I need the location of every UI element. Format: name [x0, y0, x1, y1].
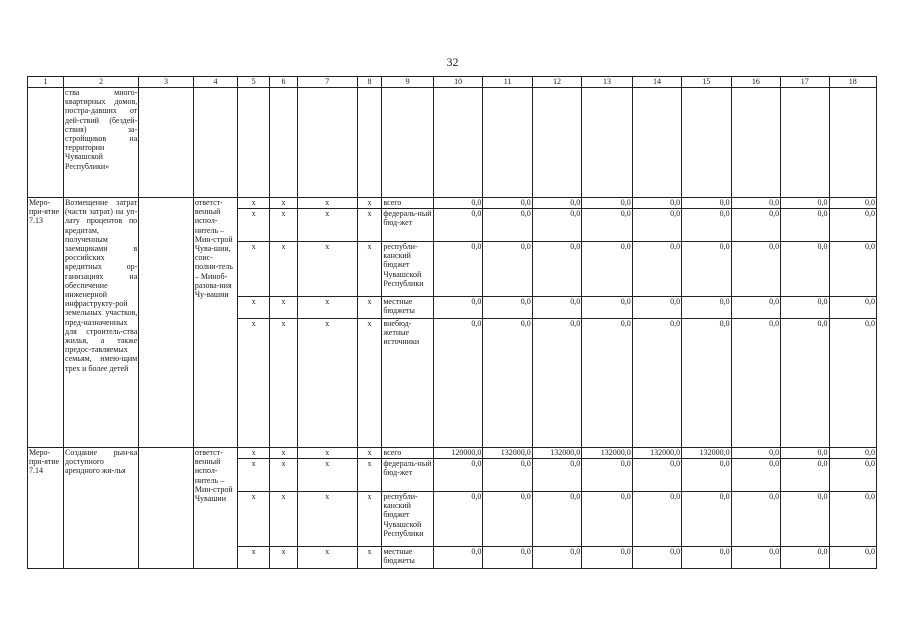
code-x-cell: x	[238, 242, 270, 297]
funding-value: 132000,0	[483, 448, 532, 459]
code-x-cell: x	[270, 547, 298, 569]
funding-value: 0,0	[632, 492, 681, 547]
code-x-cell: x	[297, 459, 357, 492]
continued-activity-text: ства много-квартирных домов, постра-давших от дей-ствий (бездей-ствия) за-стройщиков на территории Чувашской Республики»	[64, 88, 139, 198]
code-x-cell: x	[297, 242, 357, 297]
funding-value: 0,0	[682, 242, 731, 297]
funding-value: 0,0	[433, 547, 482, 569]
code-x-cell: x	[238, 492, 270, 547]
code-x-cell: x	[270, 297, 298, 319]
empty-cell	[433, 88, 482, 198]
column-number: 16	[731, 77, 780, 88]
funding-value: 0,0	[582, 547, 632, 569]
code-x-cell: x	[297, 448, 357, 459]
code-x-cell: x	[357, 242, 382, 297]
column-number: 4	[193, 77, 237, 88]
funding-value: 0,0	[632, 547, 681, 569]
funding-value: 0,0	[781, 319, 829, 448]
funding-value: 0,0	[483, 319, 532, 448]
code-x-cell: x	[297, 198, 357, 209]
funding-value: 132000,0	[632, 448, 681, 459]
empty-cell	[632, 88, 681, 198]
funding-value: 132000,0	[532, 448, 581, 459]
responsible-executor: ответст-венный испол-нитель – Мин-строй Чува-шии, соис-полни-тель – Миноб-разова-ния Чу-вашии	[193, 198, 237, 448]
empty-cell	[682, 88, 731, 198]
funding-value: 0,0	[781, 242, 829, 297]
column-number: 7	[297, 77, 357, 88]
code-x-cell: x	[238, 459, 270, 492]
funding-value: 0,0	[532, 297, 581, 319]
column-number: 17	[781, 77, 829, 88]
funding-value: 0,0	[829, 198, 877, 209]
activity-name: Возмещение затрат (части затрат) на уп-лату процентов по кредитам, полученным заемщиками в российских кредитных ор-ганизациях на обеспечение инженерной инфраструкту-рой земельных участков, пред-назначенных для строитель-ства жилья, а также предос-тавляемых семьям, имею-щим трех и более детей	[64, 198, 139, 448]
funding-value: 0,0	[433, 198, 482, 209]
empty-cell	[193, 88, 237, 198]
funding-value: 0,0	[483, 209, 532, 242]
code-x-cell: x	[270, 319, 298, 448]
funding-value: 0,0	[483, 547, 532, 569]
funding-value: 0,0	[632, 242, 681, 297]
funding-source: федераль-ный бюд-жет	[382, 209, 434, 242]
column-number: 5	[238, 77, 270, 88]
code-x-cell: x	[357, 198, 382, 209]
funding-value: 0,0	[632, 319, 681, 448]
funding-value: 0,0	[483, 492, 532, 547]
empty-cell	[238, 88, 270, 198]
code-x-cell: x	[357, 448, 382, 459]
funding-value: 0,0	[582, 459, 632, 492]
column-number: 9	[382, 77, 434, 88]
funding-value: 0,0	[731, 319, 780, 448]
funding-value: 0,0	[781, 297, 829, 319]
funding-value: 0,0	[781, 198, 829, 209]
column-number: 12	[532, 77, 581, 88]
funding-value: 0,0	[632, 297, 681, 319]
activity-id: Меро-при-ятие 7.14	[28, 448, 64, 569]
funding-value: 0,0	[582, 319, 632, 448]
funding-value: 0,0	[829, 547, 877, 569]
activity-col3	[139, 448, 194, 569]
column-number: 1	[28, 77, 64, 88]
funding-value: 0,0	[682, 319, 731, 448]
code-x-cell: x	[238, 547, 270, 569]
empty-cell	[139, 88, 194, 198]
funding-value: 0,0	[781, 459, 829, 492]
code-x-cell: x	[270, 209, 298, 242]
column-number: 18	[829, 77, 877, 88]
funding-source: республи-канский бюджет Чувашской Республики	[382, 492, 434, 547]
funding-value: 0,0	[682, 297, 731, 319]
column-number: 13	[582, 77, 632, 88]
funding-value: 0,0	[632, 198, 681, 209]
empty-cell	[28, 88, 64, 198]
code-x-cell: x	[357, 319, 382, 448]
code-x-cell: x	[297, 209, 357, 242]
funding-value: 0,0	[829, 242, 877, 297]
empty-cell	[382, 88, 434, 198]
funding-value: 0,0	[829, 319, 877, 448]
code-x-cell: x	[357, 547, 382, 569]
empty-cell	[483, 88, 532, 198]
empty-cell	[582, 88, 632, 198]
responsible-executor: ответст-венный испол-нитель – Мин-строй Чувашии	[193, 448, 237, 569]
code-x-cell: x	[357, 209, 382, 242]
funding-value: 0,0	[731, 198, 780, 209]
table-body	[28, 77, 877, 569]
code-x-cell: x	[238, 297, 270, 319]
funding-value: 0,0	[682, 547, 731, 569]
code-x-cell: x	[297, 547, 357, 569]
funding-value: 0,0	[582, 209, 632, 242]
funding-value: 0,0	[582, 242, 632, 297]
funding-source: всего	[382, 198, 434, 209]
code-x-cell: x	[297, 297, 357, 319]
code-x-cell: x	[357, 459, 382, 492]
funding-value: 132000,0	[682, 448, 731, 459]
funding-value: 0,0	[632, 209, 681, 242]
funding-value: 0,0	[532, 459, 581, 492]
funding-value: 132000,0	[582, 448, 632, 459]
code-x-cell: x	[357, 297, 382, 319]
funding-value: 0,0	[781, 448, 829, 459]
funding-value: 0,0	[731, 448, 780, 459]
empty-cell	[731, 88, 780, 198]
funding-value: 0,0	[483, 242, 532, 297]
code-x-cell: x	[270, 448, 298, 459]
code-x-cell: x	[270, 242, 298, 297]
funding-value: 0,0	[483, 297, 532, 319]
funding-value: 0,0	[582, 492, 632, 547]
funding-row	[28, 448, 877, 459]
funding-value: 0,0	[632, 459, 681, 492]
funding-value: 0,0	[829, 209, 877, 242]
column-number: 2	[64, 77, 139, 88]
funding-value: 0,0	[433, 459, 482, 492]
funding-value: 0,0	[829, 492, 877, 547]
funding-source: всего	[382, 448, 434, 459]
funding-value: 0,0	[829, 297, 877, 319]
column-number: 8	[357, 77, 382, 88]
column-number: 10	[433, 77, 482, 88]
page-number: 32	[446, 55, 459, 69]
funding-value: 0,0	[682, 459, 731, 492]
funding-value: 0,0	[781, 492, 829, 547]
program-activities-table	[27, 76, 877, 569]
code-x-cell: x	[238, 448, 270, 459]
funding-value: 0,0	[433, 319, 482, 448]
code-x-cell: x	[270, 492, 298, 547]
funding-value: 0,0	[532, 209, 581, 242]
funding-value: 0,0	[433, 492, 482, 547]
funding-value: 0,0	[682, 198, 731, 209]
funding-value: 0,0	[483, 459, 532, 492]
funding-value: 0,0	[532, 242, 581, 297]
empty-cell	[357, 88, 382, 198]
funding-value: 0,0	[532, 319, 581, 448]
funding-value: 0,0	[781, 209, 829, 242]
funding-value: 0,0	[582, 198, 632, 209]
column-number: 6	[270, 77, 298, 88]
column-number: 15	[682, 77, 731, 88]
activity-id: Меро-при-ятие 7.13	[28, 198, 64, 448]
code-x-cell: x	[297, 492, 357, 547]
code-x-cell: x	[270, 198, 298, 209]
funding-source: внебюд-жетные источники	[382, 319, 434, 448]
empty-cell	[270, 88, 298, 198]
funding-value: 0,0	[483, 198, 532, 209]
column-numbers-row	[28, 77, 877, 88]
code-x-cell: x	[357, 492, 382, 547]
funding-value: 0,0	[731, 459, 780, 492]
funding-value: 0,0	[731, 492, 780, 547]
column-number: 3	[139, 77, 194, 88]
funding-value: 0,0	[731, 297, 780, 319]
funding-value: 0,0	[433, 242, 482, 297]
funding-value: 0,0	[682, 209, 731, 242]
code-x-cell: x	[297, 319, 357, 448]
funding-value: 0,0	[731, 242, 780, 297]
funding-value: 0,0	[731, 547, 780, 569]
code-x-cell: x	[238, 319, 270, 448]
funding-value: 0,0	[532, 547, 581, 569]
funding-row	[28, 198, 877, 209]
funding-source: местные бюджеты	[382, 297, 434, 319]
column-number: 14	[632, 77, 681, 88]
activity-col3	[139, 198, 194, 448]
funding-source: местные бюджеты	[382, 547, 434, 569]
code-x-cell: x	[238, 198, 270, 209]
code-x-cell: x	[270, 459, 298, 492]
continuation-row	[28, 88, 877, 198]
funding-value: 0,0	[682, 492, 731, 547]
empty-cell	[829, 88, 877, 198]
empty-cell	[297, 88, 357, 198]
funding-value: 0,0	[433, 297, 482, 319]
funding-value: 0,0	[781, 547, 829, 569]
funding-value: 0,0	[532, 198, 581, 209]
funding-value: 120000,0	[433, 448, 482, 459]
code-x-cell: x	[238, 209, 270, 242]
funding-value: 0,0	[532, 492, 581, 547]
funding-value: 0,0	[829, 448, 877, 459]
activity-name: Создание рын-ка доступного арендного жи-лья	[64, 448, 139, 569]
empty-cell	[781, 88, 829, 198]
column-number: 11	[483, 77, 532, 88]
funding-source: федераль-ный бюд-жет	[382, 459, 434, 492]
empty-cell	[532, 88, 581, 198]
funding-value: 0,0	[829, 459, 877, 492]
funding-value: 0,0	[433, 209, 482, 242]
funding-source: республи-канский бюджет Чувашской Республики	[382, 242, 434, 297]
funding-value: 0,0	[582, 297, 632, 319]
funding-value: 0,0	[731, 209, 780, 242]
